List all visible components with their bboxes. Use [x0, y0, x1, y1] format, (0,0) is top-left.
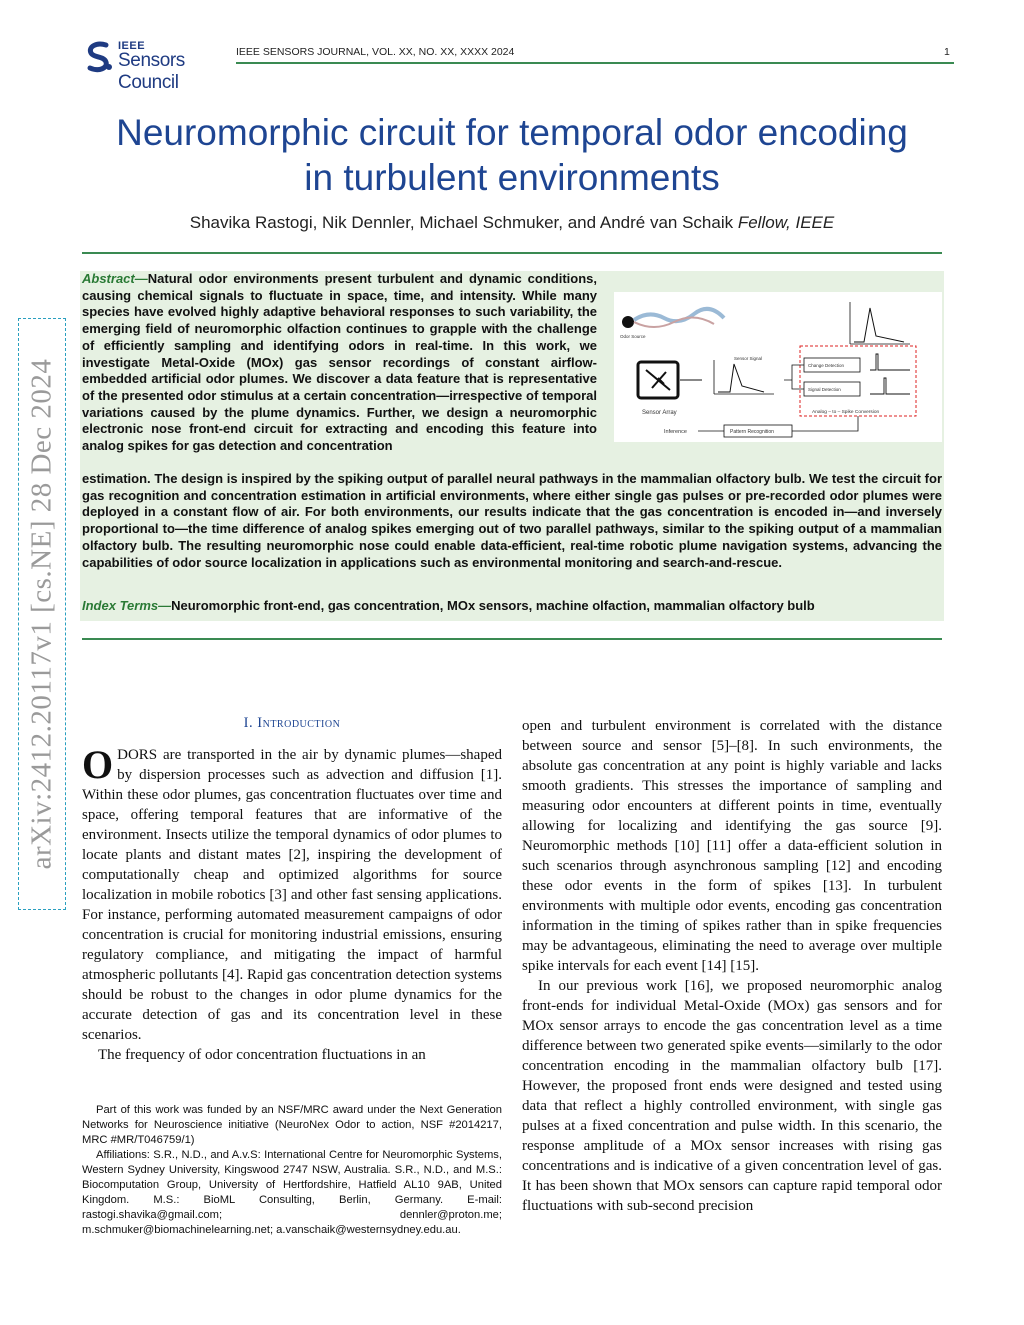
spike-train-top	[870, 354, 910, 370]
abstract-body-top: Natural odor environments present turbulent and dynamic conditions, causing chemical signals to fluctuate in space, time, and intensity. While many species have evolved highly adaptive behavioral responses to such variability, the emerging field of neuromorphic olfaction continues to grapple with the challenge of efficiently sampling and identifying odors in real-time. In this work, we investigate Metal-Oxide (MOx) gas sensor recordings of constant airflow-embedded artificial odor plumes. We discover a data feature that is representative of the presented odor stimulus at a certain concentration—irrespective of temporal variations caused by the plume dynamics. Further, we design a neuromorphic electronic nose front-end circuit for extracting and encoding this feature into analog spikes for gas detection and concentration	[82, 271, 597, 454]
title-rule	[82, 252, 942, 254]
author-list	[60, 213, 964, 233]
fig-label-signal-detection: Signal Detection	[808, 387, 841, 392]
footnote-funding: Part of this work was funded by an NSF/MRC award under the Next Generation Networks for Neuroscience initiative (NeuroNex Odor to action, NSF #2014217, MRC #MR/T046759/1)	[82, 1104, 502, 1146]
signal-split-lines	[784, 365, 804, 389]
drop-cap: O	[82, 742, 114, 787]
index-terms-text: Neuromorphic front-end, gas concentration, MOx sensors, machine olfaction, mammalian olfactory bulb	[171, 598, 815, 613]
fig-label-odor-source: Odor Source	[620, 334, 646, 339]
arrow-to-pattern-recognition	[792, 416, 858, 431]
authors-fellow: Fellow, IEEE	[737, 213, 835, 232]
fig-label-analog-spike: Analog – to – Spike Conversion	[812, 410, 880, 415]
title-line-2: in turbulent environments	[304, 157, 720, 198]
graphical-abstract-figure	[614, 292, 942, 442]
arxiv-side-stamp	[18, 318, 66, 910]
sensors-council-swirl-icon	[82, 40, 116, 74]
abstract-rule	[82, 638, 942, 640]
ieee-sensors-council-logo	[82, 40, 232, 93]
spike-train-bottom	[870, 378, 910, 394]
index-terms	[82, 598, 942, 613]
response-peak-curve	[854, 308, 904, 342]
section-number: I.	[243, 715, 258, 731]
fig-label-change-detection: Change Detection	[808, 363, 845, 368]
fig-label-sensor-signal: Sensor Signal	[734, 356, 763, 361]
authors-names: Shavika Rastogi, Nik Dennler, Michael Schmuker, and André van Schaik	[189, 213, 734, 232]
intro-paragraph-3: open and turbulent environment is correlated with the distance between source and sensor [5]–[8]. In such environments, the absolute gas concentration at any point is highly variable and lacks smooth gradients. This stresses the importance of sampling and measuring odor encounters at different points in time, eventually allowing for localizing and identifying the gas source [9]. Neuromorphic methods [10] [11] offer a data-efficient solution in such scenarios through asynchronous sampling [12] and encoding these odor events in the form of spikes [13]. In turbulent environments with multiple odor events, encoding gas concentration information in the timing of spikes rather than in spike frequencies may be advantageous, eliminating the need to average over multiple spike intervals for each event [14] [15].	[522, 718, 942, 974]
running-head: IEEE SENSORS JOURNAL, VOL. XX, NO. XX, XXXX 2024	[236, 46, 515, 58]
abstract-body-bottom: estimation. The design is inspired by the spiking output of parallel neural pathways in the mammalian olfactory bulb. We test the circuit for gas recognition and concentration estimation in artificial environments, where either single gas pulses or pre-recorded odor plumes were deployed in a constant flow of air. For both environments, our results indicate that the gas concentration is encoded in—and inversely proportional to—the time difference of analog spikes emerging out of two parallel pathways, similar to the spiking output of a mammalian olfactory bulb. The resulting neuromorphic nose could enable data-efficient, real-time robotic plume navigation systems, advancing the capabilities of odor source localization in applications such as environmental monitoring and search-and-rescue.	[82, 471, 942, 570]
signal-response-curve	[718, 364, 764, 392]
index-terms-lead: Index Terms—	[82, 598, 172, 613]
abstract-lead: Abstract—	[82, 271, 148, 286]
odor-source-dot	[622, 316, 634, 328]
footnote-affiliations: Affiliations: S.R., N.D., and A.v.S: International Centre for Neuromorphic Systems, Western Sydney University, Kingswood 2747 NSW, Australia. S.R., N.D., and M.S.: Biocomputation Group, University of Hertfordshire, Hatfield AL10 9AB, United Kingdom. M.S.: BioML Consulting, Berlin, Germany. E-mail: rastogi.shavika@gmail.com; dennler@proton.me; m.schmuker@biomachinelearning.net; a.vanschaik@westernsydney.edu.au.	[82, 1149, 502, 1236]
footnote	[82, 1103, 502, 1238]
header-rule	[236, 62, 954, 64]
intro-paragraph-1	[82, 742, 502, 1045]
fig-label-pattern-recognition: Pattern Recognition	[730, 429, 774, 435]
section-heading-introduction	[82, 715, 502, 732]
page-number: 1	[944, 46, 950, 58]
analog-to-spike-frame	[800, 346, 916, 416]
title-line-1: Neuromorphic circuit for temporal odor encoding	[116, 112, 908, 153]
intro-paragraph-2: The frequency of odor concentration fluctuations in an	[98, 1047, 426, 1063]
odor-plume-trace	[634, 317, 714, 327]
intro-paragraph-4: In our previous work [16], we proposed neuromorphic analog front-ends for individual Metal-Oxide (MOx) gas sensors and for MOx sensor arrays to encode the gas concentration level as a time difference between two generated spike events—similarly to the odor concentration encoding in the mammalian olfactory bulb [17]. However, the proposed front ends were designed and tested using data that reflect a highly controlled environment, with single gas pulses at a fixed concentration and pulse width. In this scenario, the response amplitude of a MOx sensor increases with rising gas concentrations and is indicative of a given concentration level of gas. It has been shown that MOx sensors can capture rapid temporal odor fluctuations with sub-second precision	[522, 978, 942, 1214]
logo-org-text: IEEE	[118, 40, 146, 52]
section-title: Introduction	[257, 715, 341, 731]
body-column-right	[522, 716, 942, 1216]
fig-label-sensor-array: Sensor Array	[642, 410, 677, 416]
intro-paragraph-1-text: DORS are transported in the air by dynamic plumes—shaped by dispersion processes such as advection and diffusion [1]. Within these odor plumes, gas concentration fluctuates over time and space, offering temporal features that are informative of the environment. Insects utilize the temporal dynamics of odor plumes to locate plants and distant mates [2], inspiring the development of computationally cheap and optimized algorithms for source localization in mobile robotics [3] and other fast sensing applications. For instance, performing automated measurement campaigns of odor concentration is crucial for monitoring industrial emissions, ensuring regulatory compliance, and mitigating the impact of harmful atmospheric pollutants [4]. Rapid gas concentration detection systems should be robust to the changes in odor plume dynamics for the accurate detection of gas and its concentration level in these scenarios.	[82, 747, 502, 1043]
body-column-left	[82, 742, 502, 1065]
arxiv-identifier: arXiv:2412.20117v1 [cs.NE] 28 Dec 2024	[25, 358, 58, 870]
abstract-text-top	[82, 271, 597, 455]
logo-council-text: Sensors Council	[118, 50, 185, 93]
paper-title	[60, 110, 964, 200]
fig-label-inference: Inference	[664, 429, 687, 435]
